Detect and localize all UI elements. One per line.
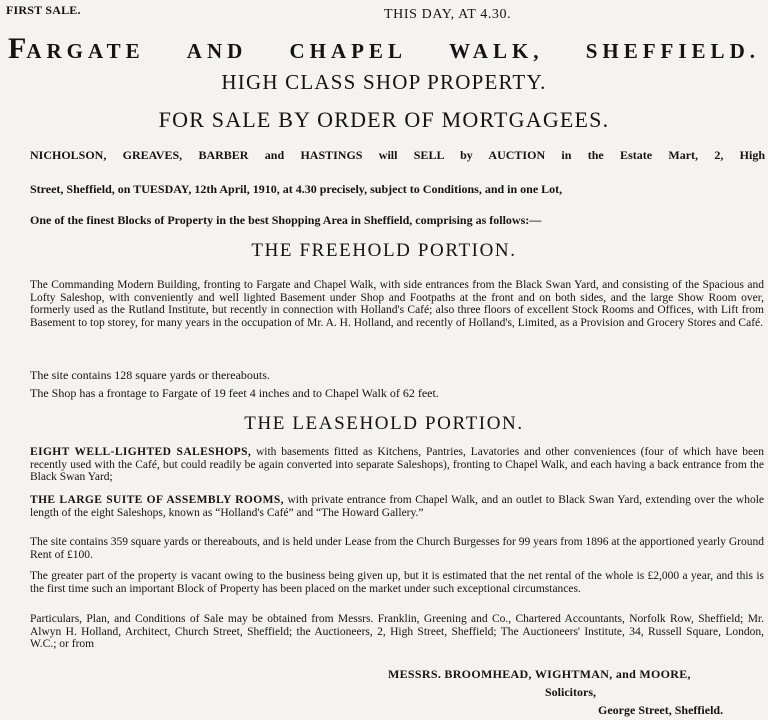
sale-time-label: THIS DAY, AT 4.30. <box>384 7 512 22</box>
leasehold-saleshops-paragraph <box>30 446 764 484</box>
particulars-paragraph: Particulars, Plan, and Conditions of Sale may be obtained from Messrs. Franklin, Greening and Co., Chartered Accountants, Norfolk Row, Sheffield; Mr. Alwyn H. Holland, Architect, Church Street, Sheffield; the Auctioneers, 2, High Street, Sheffield; The Auctioneers' Institute, 34, Russell Square, London, W.C.; or from <box>30 613 764 651</box>
auction-line-1: NICHOLSON, GREAVES, BARBER and HASTINGS will SELL by AUCTION in the Estate Mart, 2, High <box>30 148 765 162</box>
leasehold-heading: THE LEASEHOLD PORTION. <box>244 413 524 434</box>
title-word-and: AND <box>186 39 248 63</box>
solicitors-address: George Street, Sheffield. <box>598 703 724 717</box>
title-word-fargate <box>8 32 145 65</box>
first-sale-label: FIRST SALE. <box>6 3 81 17</box>
freehold-frontage: The Shop has a frontage to Fargate of 19 feet 4 inches and to Chapel Walk of 62 feet. <box>30 386 439 400</box>
subtitle: HIGH CLASS SHOP PROPERTY. <box>221 70 547 94</box>
leasehold-rental-note: The greater part of the property is vacant owing to the business being given up, but it is estimated that the net rental of the whole is £2,000 a year, and this is the first time such an important Block of Property has been placed on the market under such exceptional circumstances. <box>30 570 764 595</box>
assembly-text: with private entrance from Chapel Walk, and an outlet to Black Swan Yard, extending over the whole length of the eight Saleshops, known as “Holland's Café” and “The Howard Gallery.” <box>30 494 765 519</box>
title-word-sheffield: SHEFFIELD. <box>585 39 760 63</box>
freehold-description: The Commanding Modern Building, fronting to Fargate and Chapel Walk, with side entrances from the Black Swan Yard, and consisting of the Spacious and Lofty Saleshop, with conveniently and well lighted Basement under Shop and Footpaths at the front and on both sides, and the large Show Room over, formerly used as the Rutland Institute, but recently in connection with Holland's Café; also three floors of excellent Stock Rooms and Offices, with Lift from Basement to top storey, for many years in the occupation of Mr. A. H. Holland, and recently of Holland's, Limited, as a Provision and Grocery Stores and Café. <box>30 279 764 329</box>
freehold-heading: THE FREEHOLD PORTION. <box>251 240 517 261</box>
saleshops-caps: EIGHT WELL-LIGHTED SALESHOPS, <box>30 446 252 458</box>
leasehold-lease-terms: The site contains 359 square yards or thereabouts, and is held under Lease from the Church Burgesses for 99 years from 1896 at the apportioned yearly Ground Rent of £100. <box>30 536 764 561</box>
title-word-fargate-rest: ARGATE <box>26 39 145 63</box>
solicitors-role: Solicitors, <box>545 685 596 699</box>
for-sale-heading: FOR SALE BY ORDER OF MORTGAGEES. <box>158 107 610 132</box>
saleshops-text: with basements fitted as Kitchens, Pantries, Lavatories and other conveniences (four of which have been recently used with the Café, but could readily be again converted into separate Saleshops), fronting to Chapel Walk, and each having a back entrance from the Black Swan Yard; <box>30 446 764 484</box>
assembly-caps: THE LARGE SUITE OF ASSEMBLY ROOMS, <box>30 494 284 506</box>
freehold-site-size: The site contains 128 square yards or thereabouts. <box>30 368 270 382</box>
title-initial: F <box>8 32 27 65</box>
page-title <box>8 32 760 65</box>
title-word-walk: WALK, <box>449 39 544 63</box>
solicitors-firm: MESSRS. BROOMHEAD, WIGHTMAN, and MOORE, <box>388 667 691 681</box>
leasehold-assembly-paragraph <box>30 494 764 519</box>
title-word-chapel: CHAPEL <box>289 39 407 63</box>
auction-line-2: Street, Sheffield, on TUESDAY, 12th April, 1910, at 4.30 precisely, subject to Conditions, and in one Lot, <box>30 182 563 196</box>
auction-line-3: One of the finest Blocks of Property in the best Shopping Area in Sheffield, comprising as follows:— <box>30 213 542 227</box>
